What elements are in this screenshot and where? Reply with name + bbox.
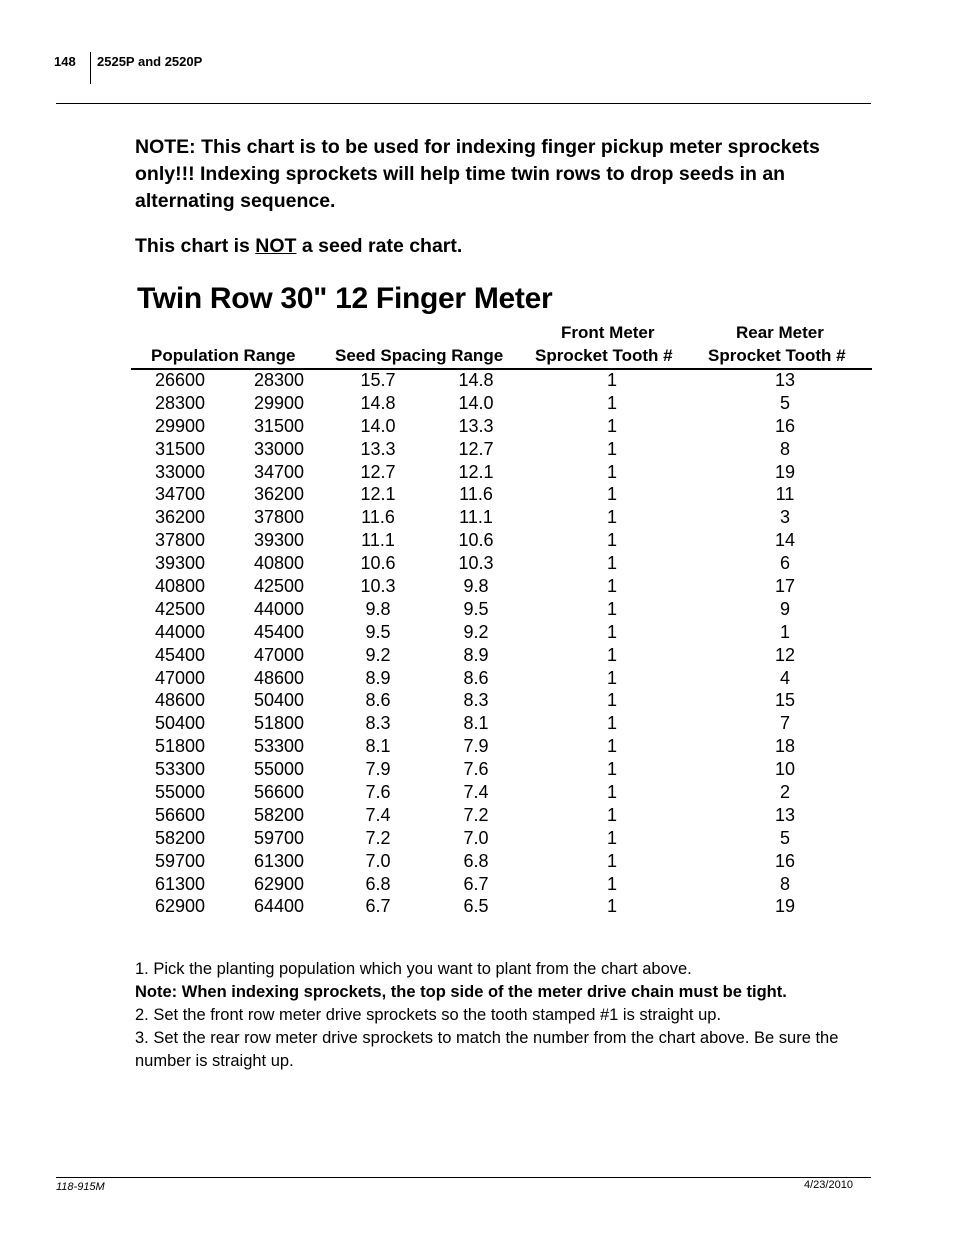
cell-population-min: 47000: [154, 667, 206, 688]
cell-spacing-min: 9.2: [463, 621, 489, 642]
header-rule: [56, 103, 871, 104]
cell-front-tooth: 1: [606, 392, 617, 413]
cell-rear-tooth: 9: [779, 598, 790, 619]
cell-spacing-max: 14.8: [360, 392, 396, 413]
not-emphasis: NOT: [255, 235, 297, 257]
table-row: [0, 461, 954, 484]
cell-spacing-min: 7.9: [463, 736, 489, 757]
cell-spacing-min: 12.7: [458, 438, 494, 459]
cell-spacing-min: 7.0: [463, 827, 489, 848]
cell-population-max: 58200: [253, 804, 305, 825]
page-number: 148: [54, 54, 76, 69]
cell-spacing-max: 7.0: [365, 850, 391, 871]
cell-population-min: 59700: [154, 850, 206, 871]
cell-spacing-min: 6.8: [463, 850, 489, 871]
cell-population-min: 36200: [154, 507, 206, 528]
cell-rear-tooth: 14: [774, 530, 796, 551]
header-seed-spacing-range: Seed Spacing Range: [335, 346, 504, 365]
cell-rear-tooth: 11: [775, 484, 795, 505]
cell-spacing-min: 9.5: [463, 598, 489, 619]
cell-spacing-min: 8.1: [463, 713, 489, 734]
cell-spacing-min: 7.2: [463, 804, 489, 825]
cell-rear-tooth: 13: [774, 370, 796, 390]
cell-spacing-max: 7.9: [365, 759, 391, 780]
cell-front-tooth: 1: [606, 576, 617, 597]
header-divider: [90, 52, 91, 84]
cell-spacing-max: 10.6: [360, 553, 396, 574]
cell-rear-tooth: 1: [779, 621, 790, 642]
table-row: [0, 598, 954, 621]
cell-population-min: 28300: [154, 392, 206, 413]
cell-spacing-max: 11.1: [361, 530, 395, 551]
cell-spacing-max: 14.0: [360, 415, 396, 436]
cell-population-max: 53300: [253, 736, 305, 757]
cell-population-min: 44000: [154, 621, 206, 642]
cell-rear-tooth: 5: [779, 392, 790, 413]
cell-spacing-max: 9.2: [365, 644, 391, 665]
cell-spacing-min: 7.4: [463, 782, 489, 803]
cell-spacing-max: 8.6: [365, 690, 391, 711]
cell-front-tooth: 1: [606, 461, 617, 482]
cell-front-tooth: 1: [606, 553, 617, 574]
cell-spacing-min: 6.7: [463, 873, 489, 894]
table-row: [0, 873, 954, 896]
cell-rear-tooth: 5: [779, 827, 790, 848]
cell-rear-tooth: 16: [774, 850, 796, 871]
cell-front-tooth: 1: [606, 690, 617, 711]
cell-front-tooth: 1: [606, 736, 617, 757]
cell-population-max: 47000: [253, 644, 305, 665]
cell-spacing-min: 14.8: [458, 370, 494, 390]
cell-spacing-max: 7.4: [365, 804, 391, 825]
cell-spacing-min: 7.6: [463, 759, 489, 780]
cell-population-max: 42500: [253, 576, 305, 597]
cell-population-min: 34700: [154, 484, 206, 505]
not-rate-suffix: a seed rate chart.: [296, 235, 463, 257]
cell-population-min: 40800: [154, 576, 206, 597]
cell-rear-tooth: 16: [774, 415, 796, 436]
cell-front-tooth: 1: [606, 507, 617, 528]
cell-spacing-min: 12.1: [458, 461, 494, 482]
table-row: [0, 529, 954, 552]
table-row: [0, 667, 954, 690]
cell-front-tooth: 1: [606, 850, 617, 871]
cell-population-min: 51800: [154, 736, 206, 757]
table-row: [0, 644, 954, 667]
cell-spacing-min: 11.6: [459, 484, 493, 505]
cell-front-tooth: 1: [606, 438, 617, 459]
table-row: [0, 392, 954, 415]
cell-rear-tooth: 6: [779, 553, 790, 574]
cell-population-max: 29900: [253, 392, 305, 413]
header-front-sprocket: Sprocket Tooth #: [535, 346, 673, 365]
cell-population-max: 39300: [253, 530, 305, 551]
note-paragraph: NOTE: This chart is to be used for indexing finger pickup meter sprockets only!!! Indexing sprockets will help time twin rows to drop seeds in an alternating sequence.: [135, 136, 820, 212]
cell-spacing-max: 9.5: [365, 621, 391, 642]
cell-population-max: 40800: [253, 553, 305, 574]
cell-population-min: 42500: [154, 598, 206, 619]
cell-population-max: 56600: [253, 782, 305, 803]
cell-population-max: 33000: [253, 438, 305, 459]
cell-spacing-min: 14.0: [458, 392, 494, 413]
cell-population-min: 56600: [154, 804, 206, 825]
cell-rear-tooth: 8: [779, 438, 790, 459]
header-population-range: Population Range: [151, 346, 296, 365]
cell-population-max: 28300: [253, 370, 305, 390]
cell-spacing-max: 15.7: [360, 370, 396, 390]
cell-spacing-max: 9.8: [365, 598, 391, 619]
cell-front-tooth: 1: [606, 759, 617, 780]
cell-population-min: 31500: [154, 438, 206, 459]
cell-population-max: 62900: [253, 873, 305, 894]
instruction-step-2: 2. Set the front row meter drive sprockets so the tooth stamped #1 is straight up.: [135, 1006, 722, 1024]
table-row: [0, 735, 954, 758]
cell-front-tooth: 1: [606, 827, 617, 848]
instruction-step-3: 3. Set the rear row meter drive sprockets to match the number from the chart above. Be sure the number is straight up.: [135, 1029, 839, 1070]
cell-spacing-max: 7.6: [365, 782, 391, 803]
cell-population-max: 61300: [253, 850, 305, 871]
cell-front-tooth: 1: [606, 621, 617, 642]
table-row: [0, 575, 954, 598]
cell-population-max: 36200: [253, 484, 305, 505]
cell-rear-tooth: 19: [774, 461, 796, 482]
table-body: [0, 369, 954, 918]
header-rear-sprocket: Sprocket Tooth #: [708, 346, 846, 365]
cell-population-min: 37800: [154, 530, 206, 551]
cell-spacing-max: 6.7: [365, 896, 391, 917]
cell-spacing-min: 13.3: [458, 415, 494, 436]
table-row: [0, 415, 954, 438]
cell-front-tooth: 1: [606, 644, 617, 665]
cell-population-min: 33000: [154, 461, 206, 482]
model-name: 2525P and 2520P: [97, 54, 203, 69]
cell-front-tooth: 1: [606, 598, 617, 619]
cell-population-max: 55000: [253, 759, 305, 780]
cell-population-max: 37800: [253, 507, 305, 528]
cell-rear-tooth: 17: [774, 576, 796, 597]
cell-rear-tooth: 12: [774, 644, 796, 665]
cell-rear-tooth: 13: [774, 804, 796, 825]
cell-rear-tooth: 10: [774, 759, 796, 780]
cell-population-max: 59700: [253, 827, 305, 848]
cell-population-min: 61300: [154, 873, 206, 894]
cell-front-tooth: 1: [606, 484, 617, 505]
cell-spacing-max: 11.6: [361, 507, 395, 528]
cell-spacing-min: 9.8: [463, 576, 489, 597]
cell-rear-tooth: 4: [779, 667, 790, 688]
table-row: [0, 506, 954, 529]
cell-population-min: 39300: [154, 553, 206, 574]
cell-population-min: 45400: [154, 644, 206, 665]
cell-population-max: 50400: [253, 690, 305, 711]
not-rate-prefix: This chart is: [135, 235, 256, 257]
cell-population-max: 44000: [253, 598, 305, 619]
cell-spacing-max: 13.3: [360, 438, 396, 459]
table-row: [0, 689, 954, 712]
cell-spacing-max: 6.8: [365, 873, 391, 894]
table-row: [0, 712, 954, 735]
chart-title: Twin Row 30" 12 Finger Meter: [137, 282, 553, 315]
cell-rear-tooth: 8: [779, 873, 790, 894]
cell-spacing-max: 12.1: [360, 484, 396, 505]
cell-population-max: 34700: [253, 461, 305, 482]
cell-population-max: 64400: [253, 896, 305, 917]
cell-front-tooth: 1: [606, 415, 617, 436]
cell-spacing-min: 6.5: [463, 896, 489, 917]
table-row: [0, 804, 954, 827]
cell-front-tooth: 1: [606, 896, 617, 917]
header-front-meter: Front Meter: [561, 323, 655, 342]
table-row: [0, 781, 954, 804]
not-rate-chart-note: [135, 235, 462, 258]
cell-rear-tooth: 7: [779, 713, 790, 734]
footer-rule: [56, 1177, 871, 1178]
cell-spacing-max: 12.7: [360, 461, 396, 482]
cell-spacing-min: 8.6: [463, 667, 489, 688]
cell-spacing-min: 10.6: [458, 530, 494, 551]
table-row: [0, 827, 954, 850]
cell-population-min: 50400: [154, 713, 206, 734]
table-row: [0, 850, 954, 873]
instruction-note: Note: When indexing sprockets, the top side of the meter drive chain must be tight.: [135, 983, 787, 1001]
cell-front-tooth: 1: [606, 370, 617, 390]
cell-population-min: 58200: [154, 827, 206, 848]
cell-rear-tooth: 18: [774, 736, 796, 757]
cell-rear-tooth: 15: [774, 690, 796, 711]
instruction-step-1: 1. Pick the planting population which you want to plant from the chart above.: [135, 960, 692, 978]
table-row: [0, 758, 954, 781]
cell-population-max: 31500: [253, 415, 305, 436]
cell-population-min: 29900: [154, 415, 206, 436]
cell-front-tooth: 1: [606, 713, 617, 734]
cell-population-max: 48600: [253, 667, 305, 688]
cell-population-min: 62900: [154, 896, 206, 917]
table-row: [0, 369, 954, 392]
cell-spacing-max: 8.1: [365, 736, 391, 757]
cell-population-min: 26600: [154, 370, 206, 390]
cell-rear-tooth: 2: [779, 782, 790, 803]
table-row: [0, 483, 954, 506]
cell-spacing-min: 10.3: [458, 553, 494, 574]
cell-spacing-max: 8.9: [365, 667, 391, 688]
cell-front-tooth: 1: [606, 804, 617, 825]
table-row: [0, 621, 954, 644]
table-row: [0, 552, 954, 575]
cell-population-max: 45400: [253, 621, 305, 642]
document-number: 118-915M: [56, 1181, 105, 1193]
table-row: [0, 438, 954, 461]
cell-front-tooth: 1: [606, 873, 617, 894]
document-date: 4/23/2010: [804, 1179, 853, 1191]
table-row: [0, 895, 954, 918]
cell-rear-tooth: 19: [774, 896, 796, 917]
cell-spacing-max: 8.3: [365, 713, 391, 734]
cell-spacing-min: 8.9: [463, 644, 489, 665]
cell-front-tooth: 1: [606, 782, 617, 803]
cell-spacing-max: 7.2: [365, 827, 391, 848]
cell-rear-tooth: 3: [779, 507, 790, 528]
cell-spacing-min: 8.3: [463, 690, 489, 711]
header-rear-meter: Rear Meter: [736, 323, 824, 342]
cell-population-min: 55000: [154, 782, 206, 803]
cell-front-tooth: 1: [606, 667, 617, 688]
cell-front-tooth: 1: [606, 530, 617, 551]
cell-population-max: 51800: [253, 713, 305, 734]
cell-spacing-min: 11.1: [459, 507, 493, 528]
cell-population-min: 48600: [154, 690, 206, 711]
cell-spacing-max: 10.3: [360, 576, 396, 597]
cell-population-min: 53300: [154, 759, 206, 780]
